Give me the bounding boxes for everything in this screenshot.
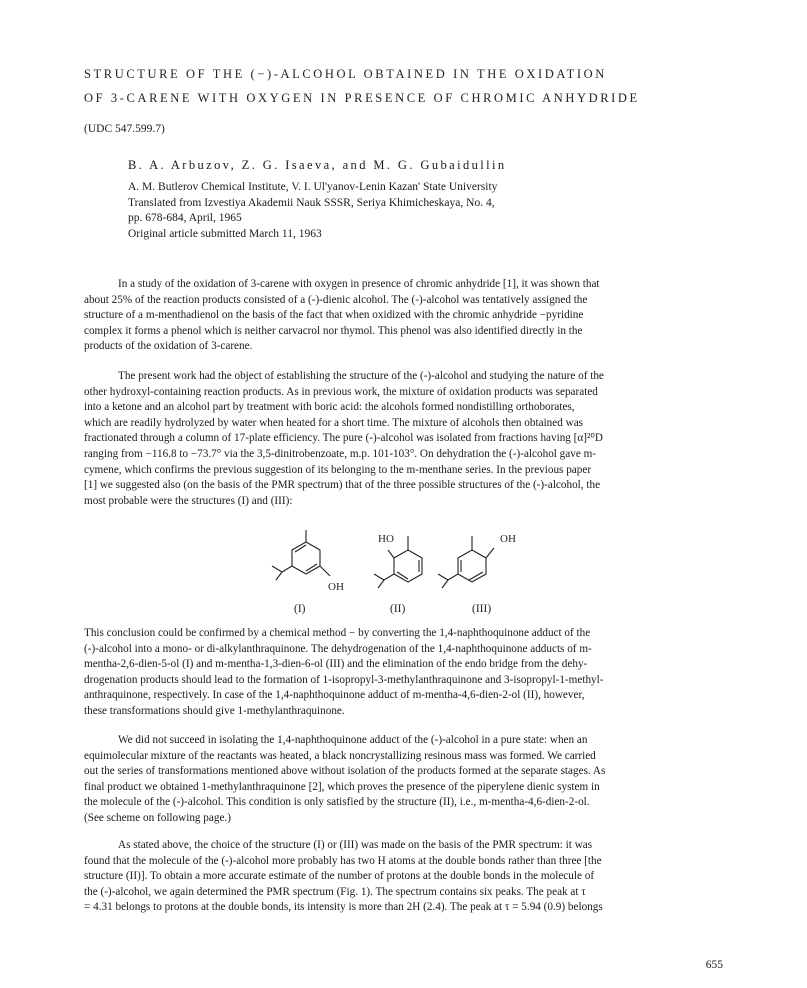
text-line: (See scheme on following page.) [84,811,231,824]
ho-label-II: HO [378,533,394,545]
structure-label-III: (III) [472,603,492,615]
structure-label-II: (II) [390,603,406,615]
text-line: This conclusion could be confirmed by a chemical method − by converting the 1,4-naphthoquinone adduct of the [84,627,591,639]
text-line: most probable were the structures (I) and (III): [84,494,293,507]
paragraph-3 [84,626,722,720]
text-line: The present work had the object of establishing the structure of the (-)-alcohol and studying the nature of the [118,370,604,382]
text-line: products of the oxidation of 3-carene. [84,340,253,353]
text-line: the molecule of the (-)-alcohol. This condition is only satisfied by the structure (II), i.e., m-mentha-4,6-dien-2-ol. [84,796,590,809]
text-line: [1] we suggested also (on the basis of the PMR spectrum) that of the three possible structures of the (-)-alcohol, the [84,479,601,492]
text-line: other hydroxyl-containing reaction products. As in previous work, the mixture of oxidation products was separated [84,385,598,398]
oh-label-III: OH [500,533,516,545]
paragraph-4 [84,733,722,827]
text-line: We did not succeed in isolating the 1,4-naphthoquinone adduct of the (-)-alcohol in a pure state: when an [118,734,588,746]
paper-title-line-1: STRUCTURE OF THE (−)-ALCOHOL OBTAINED IN THE OXIDATION [84,67,607,81]
text-line: anthraquinone, respectively. In case of the 1,4-naphthoquinone adduct of m-mentha-4,6-dien-2-ol (II), however, [84,689,585,702]
text-line: cymene, which confirms the previous suggestion of its belonging to the m-menthane series. In the previous paper [84,463,592,476]
text-line: which are readily hydrolyzed by water when heated for a short time. The mixture of alcohols then obtained was [84,416,584,429]
text-line: fractionated through a column of 17-plate efficiency. The pure (-)-alcohol was isolated from fractions having [α]²⁰D [84,432,603,445]
text-line: the (-)-alcohol, we again determined the PMR spectrum (Fig. 1). The spectrum contains six peaks. The peak at τ [84,885,586,898]
paragraph-1 [84,277,722,355]
text-line: structure (II)]. To obtain a more accurate estimate of the number of protons at the double bonds in the molecule of [84,870,595,883]
structure-label-I: (I) [294,603,306,615]
oh-label-I: OH [328,581,344,593]
structure-I [272,530,330,580]
paragraph-2 [84,369,722,509]
authors: B. A. Arbuzov, Z. G. Isaeva, and M. G. Gubaidullin [128,158,507,172]
text-line: found that the molecule of the (-)-alcohol more probably has two H atoms at the double bonds rather than three [the [84,854,602,867]
affiliation-line: A. M. Butlerov Chemical Institute, V. I. Ul'yanov-Lenin Kazan' State University [128,181,498,193]
text-line: As stated above, the choice of the structure (I) or (III) was made on the basis of the PMR spectrum: it was [118,839,593,851]
text-line: about 25% of the reaction products consisted of a (-)-dienic alcohol. The (-)-alcohol was tentatively assigned the [84,293,588,306]
text-line: out the series of transformations mentioned above without isolation of the products formed at the separate stages. As [84,765,606,778]
page-number: 655 [705,959,723,971]
chemical-structures-figure [250,528,550,620]
text-line: final product we obtained 1-methylanthraquinone [2], which proves the presence of the piperylene dienic system in [84,780,600,793]
text-line: complex it forms a phenol which is neither carvacrol nor thymol. This phenol was also identified directly in the [84,324,583,337]
paragraph-5 [84,838,722,916]
text-line: equimolecular mixture of the reactants was heated, a black noncrystallizing resinous mass was formed. We carried [84,749,596,762]
text-line: In a study of the oxidation of 3-carene with oxygen in presence of chromic anhydride [1], it was shown that [118,278,600,290]
text-line: ranging from −116.8 to −73.7° via the 3,5-dinitrobenzoate, m.p. 101-103°. On dehydration the (-)-alcohol gave m- [84,447,597,460]
text-line: mentha-2,6-dien-5-ol (I) and m-mentha-1,3-dien-6-ol (III) and the elimination of the endo bridge from the dehy- [84,658,588,671]
text-line: structure of a m-menthadienol on the basis of the fact that when oxidized with the chromic anhydride −pyridine [84,309,584,322]
structure-III [438,536,494,588]
submitted-date-line: Original article submitted March 11, 1963 [128,227,322,240]
affiliation-block [128,180,497,242]
text-line: = 4.31 belongs to protons at the double bonds, its intensity is more than 2H (2.4). The peak at τ = 5.94 (0.9) belongs [84,901,603,914]
udc-code: (UDC 547.599.7) [84,123,165,135]
text-line: into a ketone and an alcohol part by treatment with boric acid: the alcohols formed nondistilling orthoborates, [84,401,575,414]
text-line: (-)-alcohol into a mono- or di-alkylanthraquinone. The dehydrogenation of the 1,4-naphthoquinone adducts of m- [84,642,592,655]
text-line: these transformations should give 1-methylanthraquinone. [84,704,345,717]
text-line: drogenation products should lead to the formation of 1-isopropyl-3-methylanthraquinone and 3-isopropyl-1-methyl- [84,673,604,686]
translation-source-line: Translated from Izvestiya Akademii Nauk SSSR, Seriya Khimicheskaya, No. 4, [128,196,495,209]
pages-date-line: pp. 678-684, April, 1965 [128,212,242,224]
paper-title-line-2: OF 3-CARENE WITH OXYGEN IN PRESENCE OF CHROMIC ANHYDRIDE [84,91,640,105]
